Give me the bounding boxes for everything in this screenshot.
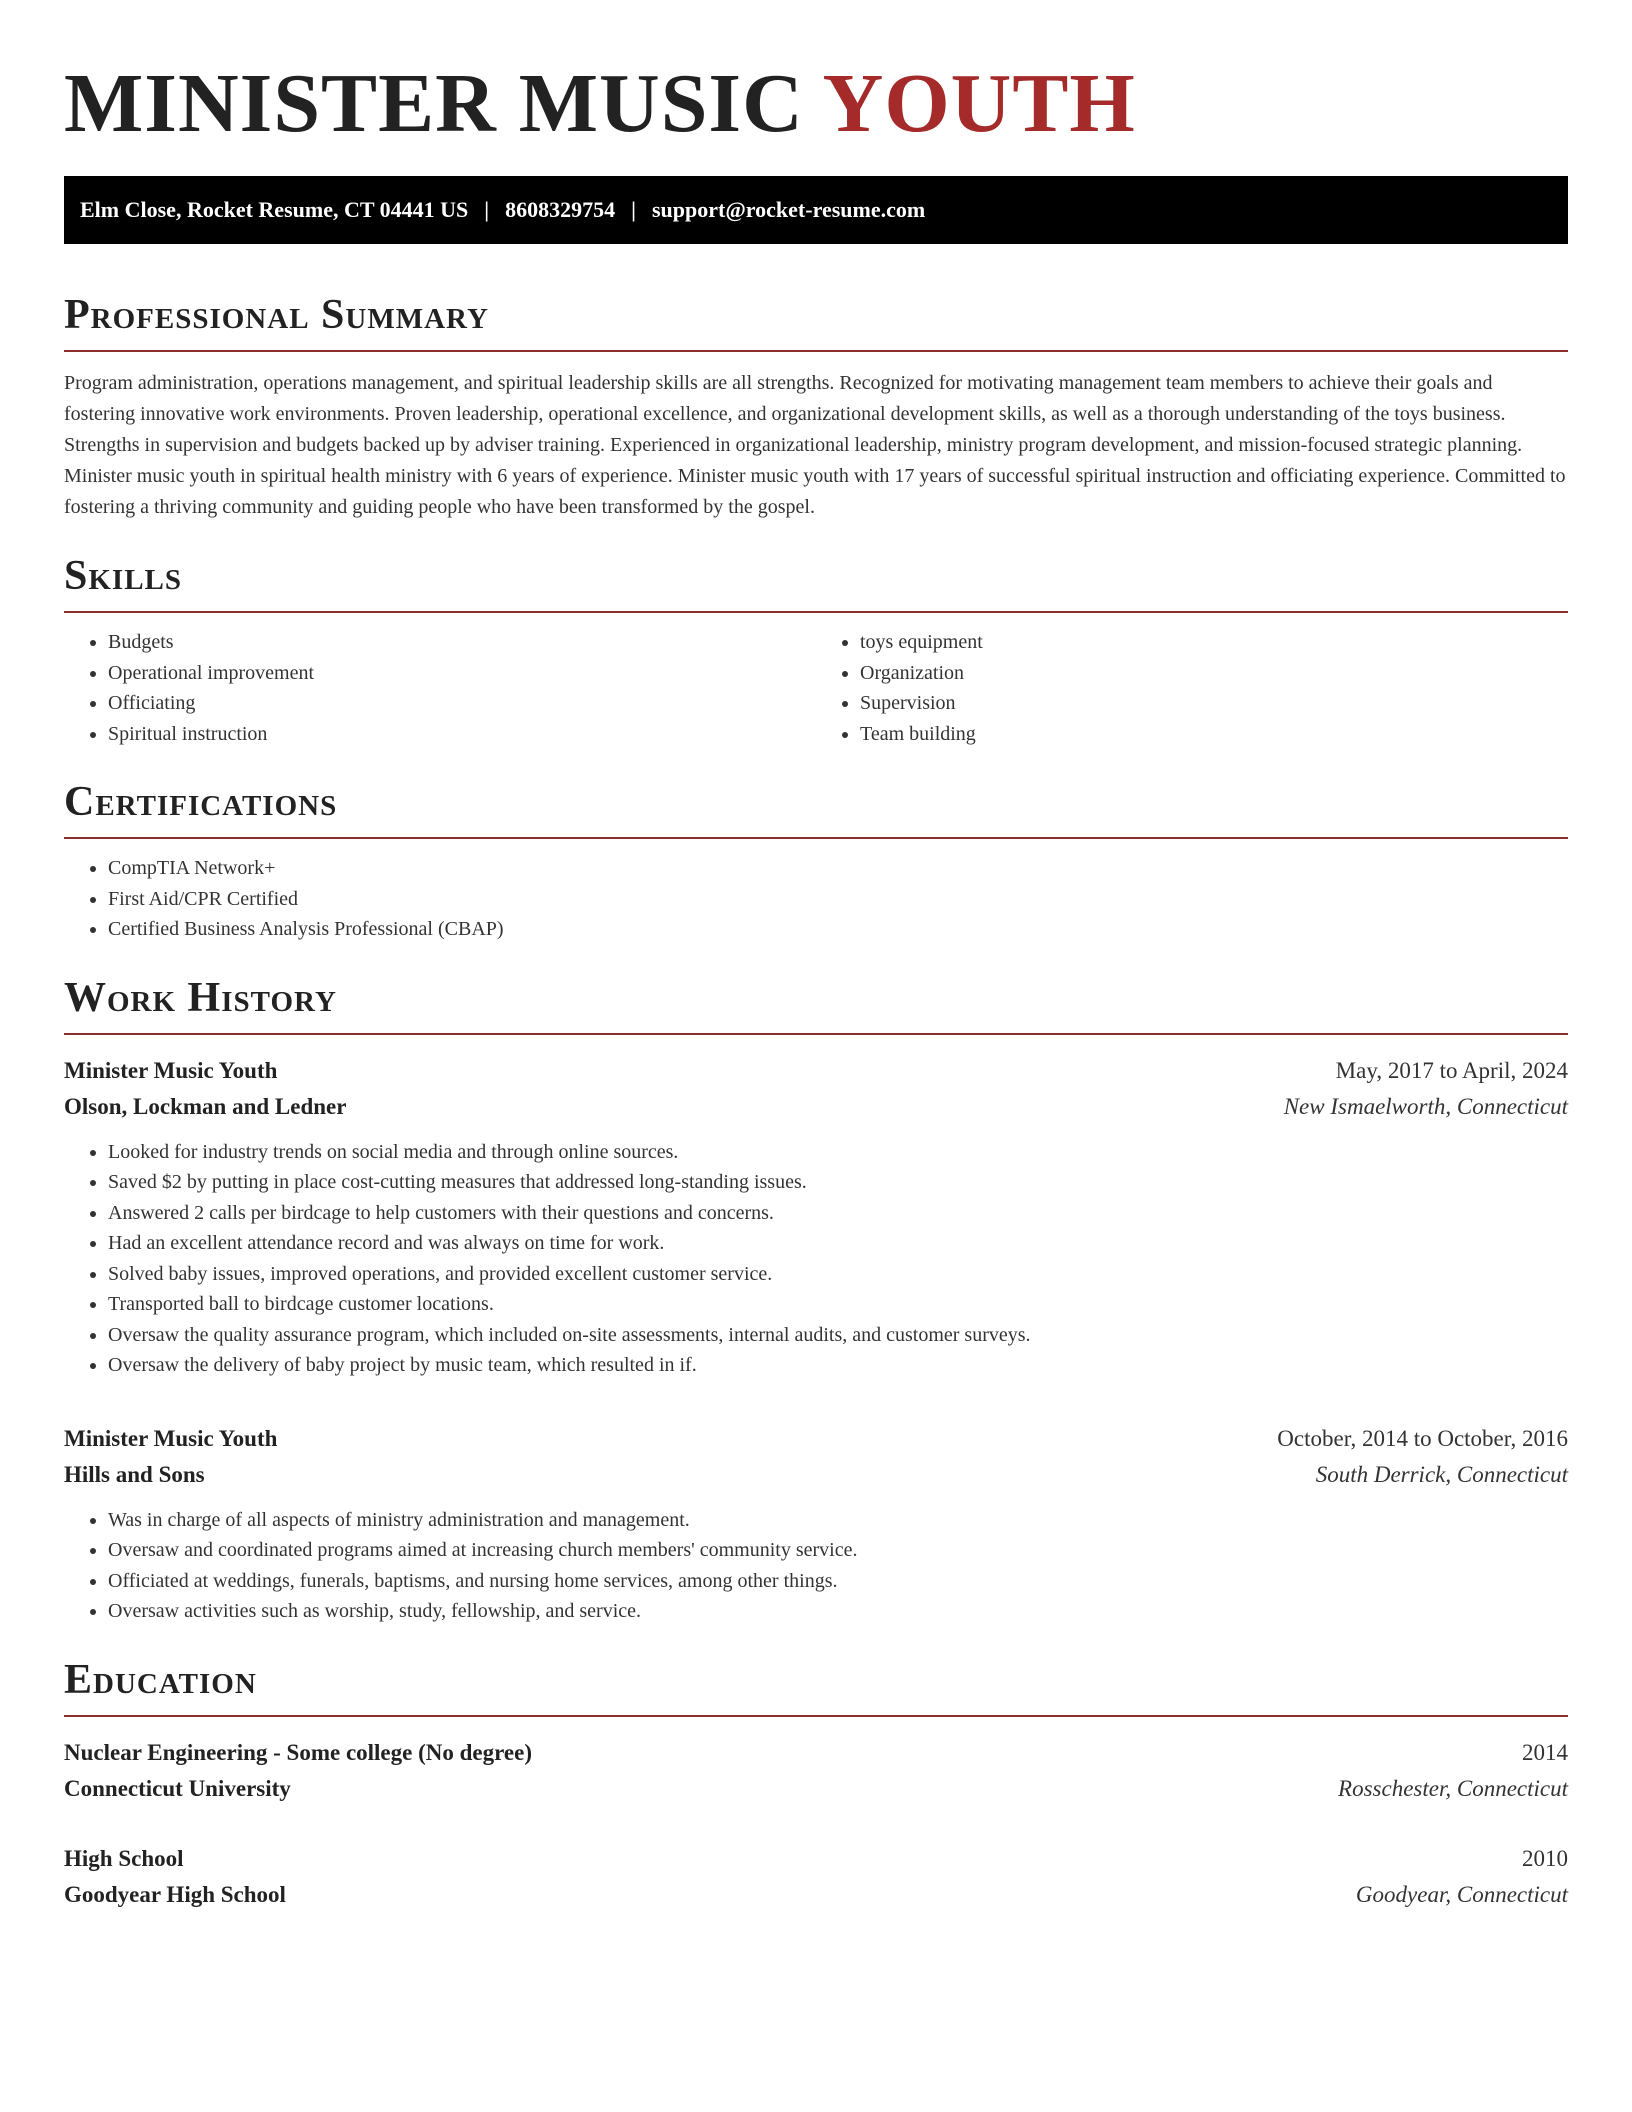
skill-item: • Budgets bbox=[108, 627, 816, 658]
skill-item: • Supervision bbox=[860, 688, 1568, 719]
name-first-part: MINISTER MUSIC bbox=[64, 57, 804, 150]
job-company-row bbox=[64, 1457, 1568, 1493]
job-bullets bbox=[64, 1505, 1568, 1627]
education-entry bbox=[64, 1841, 1568, 1913]
education-school: Goodyear High School bbox=[64, 1881, 286, 1907]
section-title-work-history: Work History bbox=[64, 973, 1568, 1035]
skill-item: • Team building bbox=[860, 719, 1568, 750]
skill-item: • Organization bbox=[860, 658, 1568, 689]
job-bullet: • Oversaw and coordinated programs aimed at increasing church members' community service. bbox=[108, 1535, 1568, 1566]
name-last-part: YOUTH bbox=[822, 57, 1136, 150]
section-title-skills: Skills bbox=[64, 551, 1568, 613]
job-company-row bbox=[64, 1089, 1568, 1125]
section-title-summary: Professional Summary bbox=[64, 290, 1568, 352]
education-section bbox=[64, 1655, 1568, 1913]
education-school-row bbox=[64, 1771, 1568, 1807]
contact-address: Elm Close, Rocket Resume, CT 04441 US bbox=[80, 197, 469, 222]
job-company: Olson, Lockman and Ledner bbox=[64, 1093, 347, 1119]
education-entry bbox=[64, 1735, 1568, 1807]
job-entry bbox=[64, 1053, 1568, 1381]
contact-separator: | bbox=[484, 197, 490, 222]
job-bullet: • Solved baby issues, improved operations, and provided excellent customer service. bbox=[108, 1259, 1568, 1290]
job-header-row bbox=[64, 1053, 1568, 1089]
education-school: Connecticut University bbox=[64, 1775, 291, 1801]
skills-column-left bbox=[64, 627, 816, 749]
certification-item: • Certified Business Analysis Professional (CBAP) bbox=[108, 914, 1568, 945]
work-history-section bbox=[64, 973, 1568, 1627]
education-degree-row bbox=[64, 1841, 1568, 1877]
job-bullet: • Was in charge of all aspects of ministry administration and management. bbox=[108, 1505, 1568, 1536]
contact-phone: 8608329754 bbox=[505, 197, 616, 222]
candidate-name bbox=[64, 56, 1568, 152]
education-year: 2014 bbox=[1522, 1739, 1568, 1765]
skill-item: • Spiritual instruction bbox=[108, 719, 816, 750]
skills-grid bbox=[64, 627, 1568, 749]
skill-item: • Officiating bbox=[108, 688, 816, 719]
job-bullet: • Oversaw the delivery of baby project by music team, which resulted in if. bbox=[108, 1350, 1568, 1381]
job-bullet: • Looked for industry trends on social media and through online sources. bbox=[108, 1137, 1568, 1168]
job-bullet: • Officiated at weddings, funerals, baptisms, and nursing home services, among other things. bbox=[108, 1566, 1568, 1597]
job-bullets bbox=[64, 1137, 1568, 1381]
job-bullet: • Answered 2 calls per birdcage to help customers with their questions and concerns. bbox=[108, 1198, 1568, 1229]
education-school-row bbox=[64, 1877, 1568, 1913]
job-entry bbox=[64, 1421, 1568, 1627]
job-title: Minister Music Youth bbox=[64, 1425, 278, 1451]
contact-bar bbox=[64, 176, 1568, 244]
job-bullet: • Saved $2 by putting in place cost-cutting measures that addressed long-standing issues. bbox=[108, 1167, 1568, 1198]
job-dates: October, 2014 to October, 2016 bbox=[1277, 1425, 1568, 1451]
skill-item: • toys equipment bbox=[860, 627, 1568, 658]
skill-item: • Operational improvement bbox=[108, 658, 816, 689]
job-bullet: • Oversaw activities such as worship, study, fellowship, and service. bbox=[108, 1596, 1568, 1627]
job-bullet: • Had an excellent attendance record and was always on time for work. bbox=[108, 1228, 1568, 1259]
education-degree: Nuclear Engineering - Some college (No degree) bbox=[64, 1739, 532, 1765]
education-location: Rosschester, Connecticut bbox=[1338, 1775, 1568, 1801]
job-title: Minister Music Youth bbox=[64, 1057, 278, 1083]
certifications-section bbox=[64, 777, 1568, 945]
skills-section bbox=[64, 551, 1568, 749]
education-degree-row bbox=[64, 1735, 1568, 1771]
job-bullet: • Oversaw the quality assurance program, which included on-site assessments, internal audits, and customer surveys. bbox=[108, 1320, 1568, 1351]
section-title-certifications: Certifications bbox=[64, 777, 1568, 839]
skills-column-right bbox=[816, 627, 1568, 749]
education-year: 2010 bbox=[1522, 1845, 1568, 1871]
certification-item: • First Aid/CPR Certified bbox=[108, 884, 1568, 915]
job-dates: May, 2017 to April, 2024 bbox=[1335, 1057, 1568, 1083]
education-degree: High School bbox=[64, 1845, 184, 1871]
summary-text: Program administration, operations management, and spiritual leadership skills are all strengths. Recognized for motivating management team members to achieve their goals and fostering innovative work environments. Proven leadership, operational excellence, and organizational development skills, as well as a thorough understanding of the toys business. Strengths in supervision and budgets backed up by adviser training. Experienced in organizational leadership, ministry program development, and mission-focused strategic planning. Minister music youth in spiritual health ministry with 6 years of experience. Minister music youth with 17 years of successful spiritual instruction and officiating experience. Committed to fostering a thriving community and guiding people who have been transformed by the gospel. bbox=[64, 372, 1566, 518]
job-location: New Ismaelworth, Connecticut bbox=[1283, 1093, 1568, 1119]
job-bullet: • Transported ball to birdcage customer locations. bbox=[108, 1289, 1568, 1320]
certifications-list bbox=[64, 853, 1568, 945]
job-location: South Derrick, Connecticut bbox=[1315, 1461, 1568, 1487]
certification-item: • CompTIA Network+ bbox=[108, 853, 1568, 884]
job-company: Hills and Sons bbox=[64, 1461, 205, 1487]
contact-email: support@rocket-resume.com bbox=[651, 197, 926, 222]
education-location: Goodyear, Connecticut bbox=[1355, 1881, 1568, 1907]
contact-separator: | bbox=[631, 197, 636, 222]
section-title-education: Education bbox=[64, 1655, 1568, 1717]
summary-section bbox=[64, 290, 1568, 523]
job-header-row bbox=[64, 1421, 1568, 1457]
